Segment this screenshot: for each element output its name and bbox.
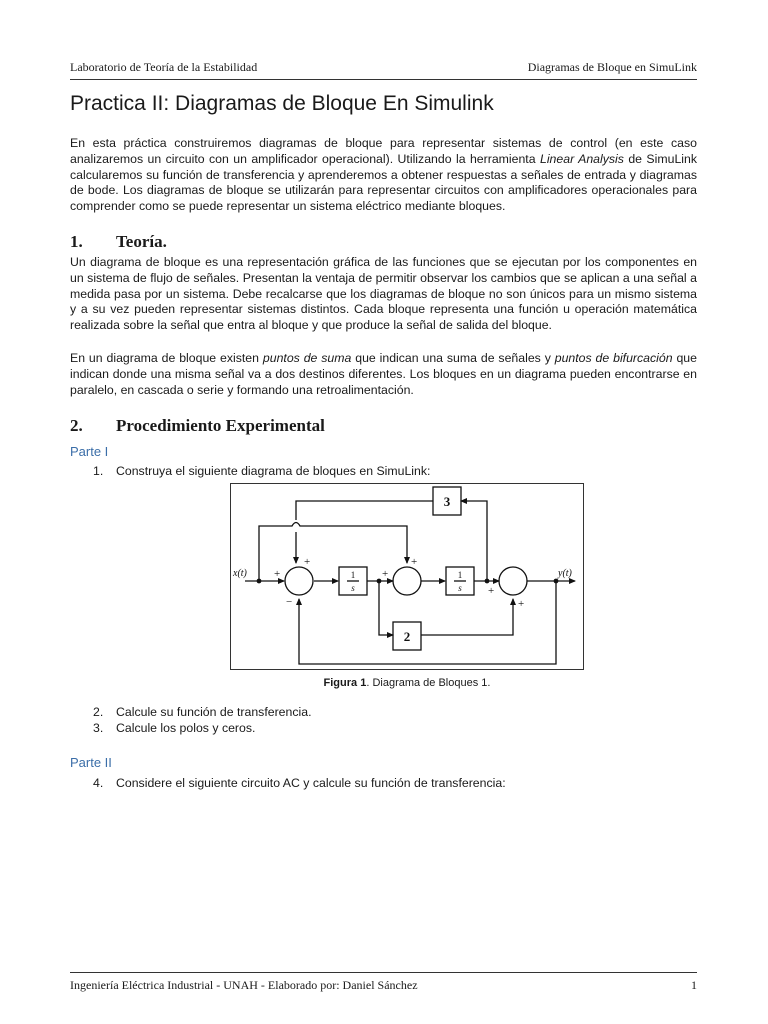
branch-point bbox=[377, 579, 382, 584]
theory-paragraph-2: En un diagrama de bloque existen puntos de suma que indican una suma de señales y puntos de bifurcación que indican donde una misma señal va a dos destinos diferentes. Los bloques en un diagrama pueden encontrarse en paralelo, en cascada o serie y formando una retroalimentación. bbox=[70, 351, 697, 397]
output-label: y(t) bbox=[558, 568, 572, 579]
list-item: 4. Considere el siguiente circuito AC y calcule su función de transferencia: bbox=[93, 776, 506, 790]
block-diagram bbox=[231, 484, 585, 671]
svg-text:1: 1 bbox=[457, 570, 463, 580]
intro-paragraph: En esta práctica construiremos diagramas de bloque para representar sistemas de control (en este caso analizaremos un circuito con un amplificador operacional). Utilizando la herramienta Linear Analysis de SimuLink calcularemos su función de transferencia y aprenderemos a obtener respuestas a señales de entrada y diagramas de bode. Los diagramas de bloque se utilizarán para representar circuitos con amplificadores operacionales para comprender como se puede representar un sistema eléctrico mediante bloques. bbox=[70, 136, 698, 214]
feedback-line bbox=[299, 581, 556, 664]
footer-left-text: Ingeniería Eléctrica Industrial - UNAH - Elaborado por: Daniel Sánchez bbox=[70, 978, 418, 992]
sign-label: + bbox=[304, 556, 311, 568]
list-item: 2. Calcule su función de transferencia. bbox=[93, 705, 312, 719]
page-footer bbox=[70, 978, 697, 996]
page-title: Practica II: Diagramas de Bloque En Simulink bbox=[70, 92, 494, 115]
block-2-label: 2 bbox=[403, 629, 411, 644]
section-2-heading: 2. Procedimiento Experimental bbox=[70, 416, 325, 435]
part-2-label: Parte II bbox=[70, 755, 112, 770]
svg-text:1: 1 bbox=[350, 570, 356, 580]
sign-label: + bbox=[411, 556, 418, 568]
branch-point bbox=[554, 579, 559, 584]
linear-analysis-emphasis: Linear Analysis bbox=[539, 151, 624, 166]
block-diagram-figure bbox=[230, 483, 584, 670]
arrow-block-3-sum1 bbox=[296, 501, 433, 563]
figure-caption: Figura 1. Diagrama de Bloques 1. bbox=[323, 677, 491, 689]
branch-point bbox=[485, 579, 490, 584]
svg-text:s: s bbox=[351, 583, 355, 593]
list-item: 3. Calcule los polos y ceros. bbox=[93, 721, 256, 735]
arrow-to-block-2 bbox=[379, 581, 393, 635]
page-number: 1 bbox=[691, 978, 697, 992]
summing-junction-2 bbox=[393, 567, 421, 595]
block-3-label: 3 bbox=[443, 494, 451, 509]
input-label: x(t) bbox=[233, 568, 247, 579]
part-1-label: Parte I bbox=[70, 444, 109, 459]
header-left-text: Laboratorio de Teoría de la Estabilidad bbox=[70, 60, 258, 74]
page-header bbox=[70, 60, 697, 78]
sign-label: + bbox=[274, 568, 281, 580]
summing-junction-1 bbox=[285, 567, 313, 595]
sign-label: + bbox=[382, 568, 389, 580]
svg-text:s: s bbox=[458, 583, 462, 593]
sign-label: + bbox=[488, 585, 495, 597]
branch-point bbox=[257, 579, 262, 584]
sign-label: − bbox=[286, 596, 293, 608]
list-item: 1. Construya el siguiente diagrama de bloques en SimuLink: bbox=[93, 464, 431, 478]
sign-label: + bbox=[518, 598, 525, 610]
arrow-block-2-sum3 bbox=[421, 599, 513, 635]
header-divider bbox=[70, 79, 697, 80]
header-right-text: Diagramas de Bloque en SimuLink bbox=[527, 60, 697, 74]
footer-divider bbox=[70, 972, 697, 973]
summing-junction-3 bbox=[499, 567, 527, 595]
section-1-heading: 1. Teoría. bbox=[70, 232, 167, 251]
theory-paragraph-1: Un diagrama de bloque es una representación gráfica de las funciones que se ejecutan por los componentes en un sistema de flujo de señales. Presentan la ventaja de permitir observar los cambios que se aplican a una señal a medida pasa por un sistema. Debe recalcarse que los diagramas de bloque no son únicos para un mismo sistema y a su vez pueden representar sistemas distintos. Cada bloque representa una función u operación matemática realizada sobre la señal que entra al bloque y que produce la señal de salida del bloque. bbox=[70, 255, 697, 333]
